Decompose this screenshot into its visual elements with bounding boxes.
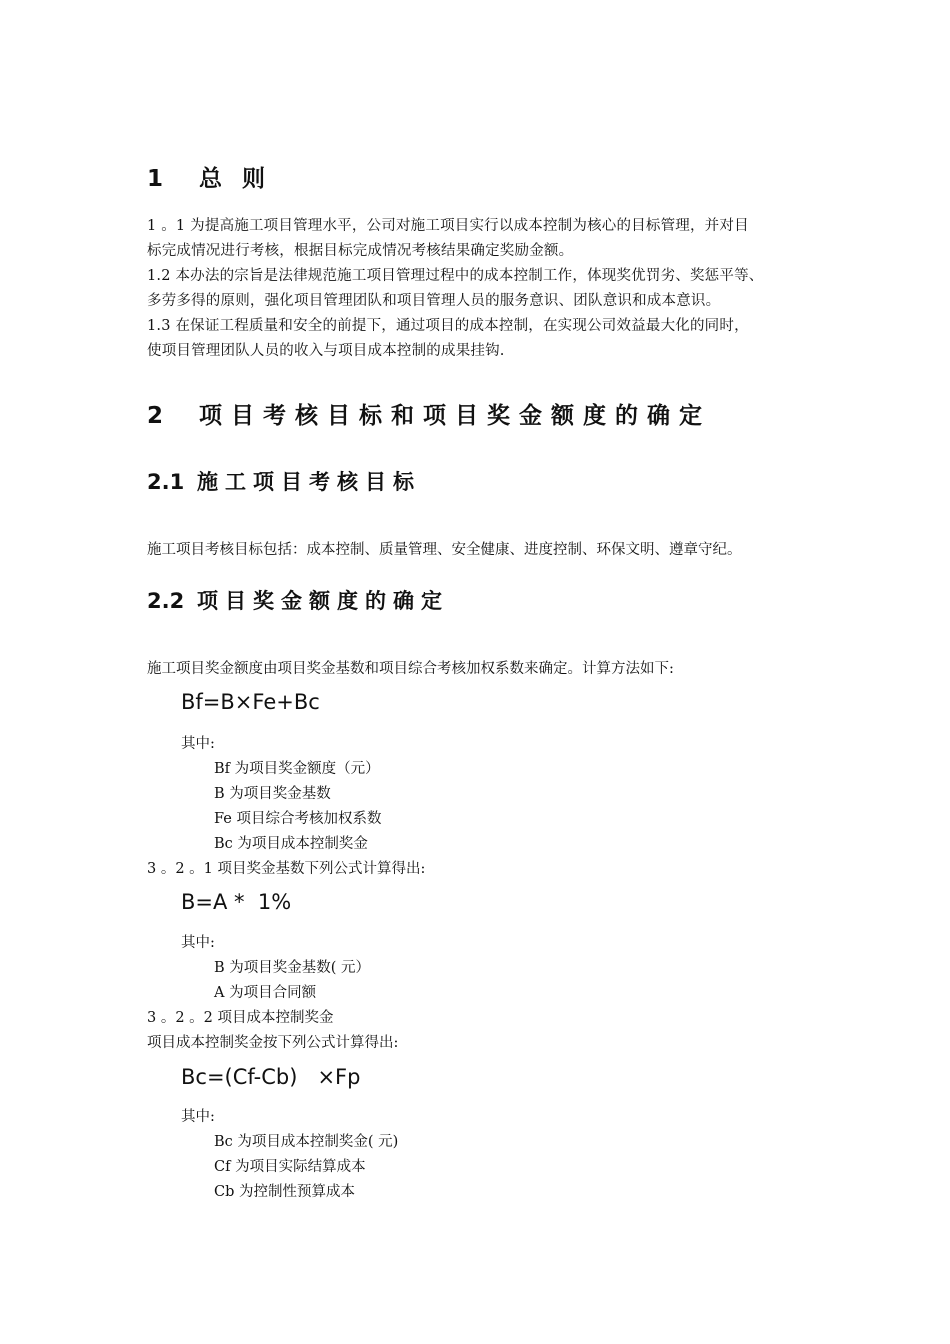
section-1-body: [147, 214, 847, 364]
formula-1-def: B 为项目奖金基数: [214, 786, 331, 802]
formula-1-def: Fe 项目综合考核加权系数: [214, 811, 382, 827]
section-1-title: 总 则: [199, 166, 272, 192]
section-2-2-number: 2.2: [147, 589, 185, 613]
section-2-1-number: 2.1: [147, 470, 185, 494]
formula-3-def: Bc 为项目成本控制奖金( 元): [214, 1134, 399, 1150]
paragraph-line: 1.3 在保证工程质量和安全的前提下，通过项目的成本控制，在实现公司效益最大化的同时，: [147, 318, 749, 334]
section-2-heading: [147, 397, 711, 430]
section-2-1-heading: [147, 466, 421, 496]
subsection-3-2-2-body: 项目成本控制奖金按下列公式计算得出:: [147, 1035, 399, 1051]
subsection-3-2-1-heading: 3 。2 。1 项目奖金基数下列公式计算得出:: [147, 861, 426, 877]
formula-cost-control-bonus: Bc=(Cf-Cb) ×Fp: [181, 1065, 361, 1089]
paragraph-line: 1 。1 为提高施工项目管理水平，公司对施工项目实行以成本控制为核心的目标管理，并对目: [147, 218, 749, 234]
paragraph-line: 使项目管理团队人员的收入与项目成本控制的成果挂钩.: [147, 343, 505, 359]
section-2-1-body: 施工项目考核目标包括：成本控制、质量管理、安全健康、进度控制、环保文明、遵章守纪。: [147, 542, 742, 558]
section-1-number: 1: [147, 166, 164, 192]
paragraph-line: 多劳多得的原则，强化项目管理团队和项目管理人员的服务意识、团队意识和成本意识。: [147, 293, 721, 309]
formula-bonus-amount: Bf=B×Fe+Bc: [181, 690, 320, 714]
paragraph-line: 1.2 本办法的宗旨是法律规范施工项目管理过程中的成本控制工作，体现奖优罚劣、奖惩平等、: [147, 268, 764, 284]
formula-2-where: 其中:: [181, 935, 215, 951]
formula-bonus-base: B=A * 1%: [181, 890, 292, 914]
formula-2-def: B 为项目奖金基数( 元）: [214, 960, 371, 976]
formula-2-def: A 为项目合同额: [214, 985, 317, 1001]
section-2-title: 项目考核目标和项目奖金额度的确定: [199, 403, 711, 429]
section-2-2-body: 施工项目奖金额度由项目奖金基数和项目综合考核加权系数来确定。计算方法如下:: [147, 661, 674, 677]
formula-1-def: Bc 为项目成本控制奖金: [214, 836, 368, 852]
formula-3-def: Cb 为控制性预算成本: [214, 1184, 355, 1200]
paragraph-line: 标完成情况进行考核，根据目标完成情况考核结果确定奖励金额。: [147, 243, 574, 259]
formula-3-where: 其中:: [181, 1109, 215, 1125]
section-2-number: 2: [147, 403, 164, 429]
formula-3-def: Cf 为项目实际结算成本: [214, 1159, 366, 1175]
section-2-2-heading: [147, 585, 449, 615]
formula-1-where: 其中:: [181, 736, 215, 752]
section-1-heading: [147, 160, 271, 193]
section-2-1-title: 施工项目考核目标: [197, 470, 421, 494]
subsection-3-2-2-heading: 3 。2 。2 项目成本控制奖金: [147, 1010, 334, 1026]
formula-1-def: Bf 为项目奖金额度（元）: [214, 761, 380, 777]
section-2-2-title: 项目奖金额度的确定: [197, 589, 449, 613]
